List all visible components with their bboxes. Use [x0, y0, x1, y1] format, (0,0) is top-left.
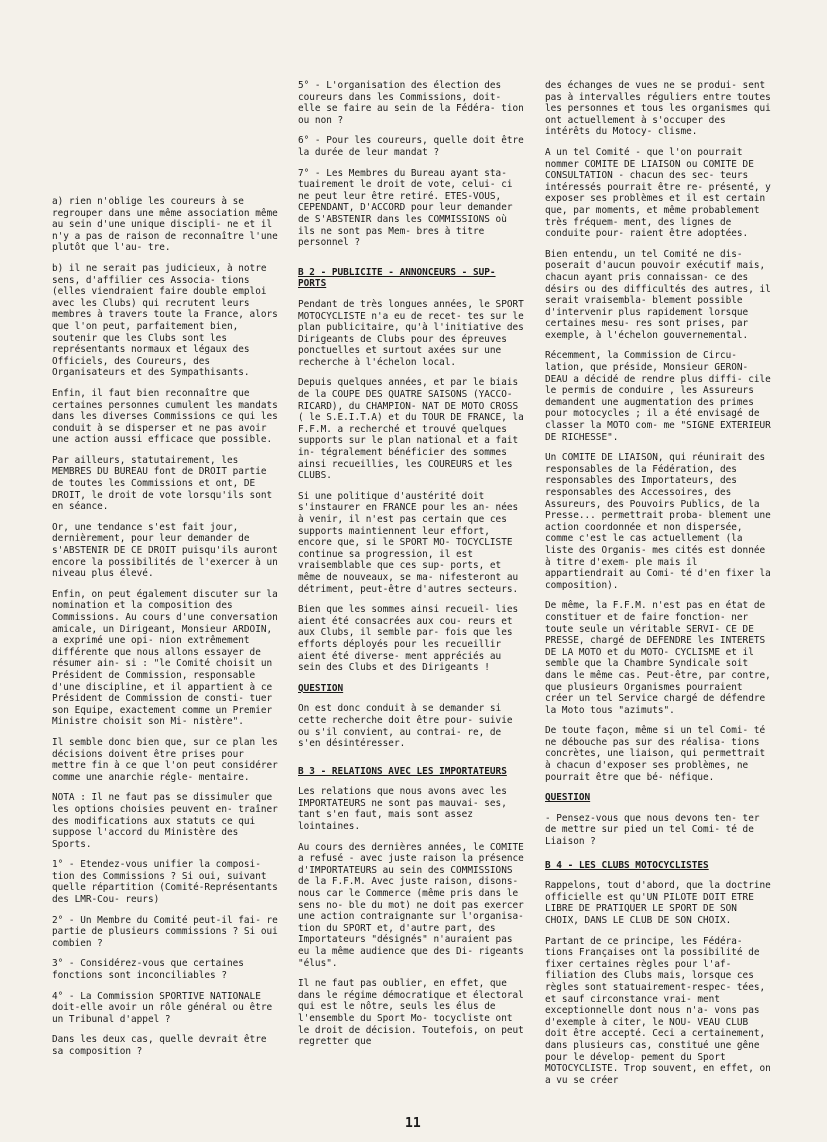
- question-item: 2° - Un Membre du Comité peut-il fai- re partie de plusieurs commissions ? Si oui combien ?: [52, 914, 278, 949]
- question-item: Dans les deux cas, quelle devrait être sa composition ?: [52, 1034, 267, 1057]
- paragraph: On est donc conduit à se demander si cette recherche doit être pour- suivie ou s'il convient, au contrai- re, de s'en désintéresser.: [298, 703, 513, 750]
- paragraph: Pendant de très longues années, le SPORT MOTOCYCLISTE n'a eu de recet- tes sur le plan publicitaire, qu'à l'initiative des Dirigeants de Clubs pour des épreuves ponctuelles et surtout axées sur une recherche à l'échelon local.: [298, 298, 524, 368]
- paragraph: - Pensez-vous que nous devons ten- ter de mettre sur pied un tel Comi- té de Liaison ?: [545, 812, 760, 848]
- column-right: [545, 80, 773, 1095]
- paragraph: Au cours des dernières années, le COMITE a refusé - avec juste raison la présence d'IMPORTATEURS au sein des COMMISSIONS de la F.F.M. Avec juste raison, disons-nous car le Commerce (même pris dans le sens no- ble du mot) ne doit pas exercer une action contraignante sur l'organisa- tion du SPORT et, d'autre part, des Importateurs "désignés" n'auraient pas eu la même audience que des Di- rigeants "élus".: [298, 841, 524, 969]
- paragraph: Par ailleurs, statutairement, les MEMBRES DU BUREAU font de DROIT partie de toutes les Commissions et ont, DE DROIT, le droit de vote lorsqu'ils sont en séance.: [52, 454, 273, 513]
- paragraph: Un COMITE DE LIAISON, qui réunirait des responsables de la Fédération, des responsables des Importateurs, des responsables des Accessoires, des Assureurs, des Pouvoirs Publics, de la Presse... permettrait proba- blement une action coordonnée et non dispersée, comme c'est le cas actuellement (la liste des Organis- mes cités est donnée à titre d'exem- ple mais il appartiendrait au Comi- té d'en fixer la composition).: [545, 452, 771, 591]
- paragraph: Si une politique d'austérité doit s'instaurer en FRANCE pour les an- nées à venir, il n'est pas certain que ces supports maintiennent leur effort, encore que, si le SPORT MO- TOCYCLISTE continue sa progression, il est vraisemblable que ces sup- ports, et même de nouveaux, se ma- nifesteront au détriment, peut-être d'autres secteurs.: [298, 490, 519, 595]
- nota-paragraph: NOTA : Il ne faut pas se dissimuler que les options choisies peuvent en- traîner des modifications aux statuts ce qui suppose l'accord du Ministère des Sports.: [52, 792, 278, 850]
- section-heading-b4: B 4 - LES CLUBS MOTOCYCLISTES: [545, 859, 709, 871]
- paragraph: Depuis quelques années, et par le biais de la COUPE DES QUATRE SAISONS (YACCO-RICARD), du CHAMPION- NAT DE MOTO CROSS ( le S.E.I.T.A) et du TOUR DE FRANCE, la F.F.M. a recherché et trouvé quelques supports sur le plan national et a fait in- tégralement bénéficier des sommes ainsi recueillies, les COUREURS et les CLUBS.: [298, 377, 524, 482]
- section-heading-b3: B 3 - RELATIONS AVEC LES IMPORTATEURS: [298, 765, 507, 777]
- paragraph: Enfin, on peut également discuter sur la nomination et la composition des Commissions. Au cours d'une conversation amicale, un Dirigeant, Monsieur ARDOIN, a exprimé une opi- nion extrêmement différente que nous allons essayer de résumer ain- si : "le Comité choisit un Président de Commission, responsable d'une discipline, et il appartient à ce Président de Commission de consti- tuer son Equipe, exactement comme un Premier Ministre choisit son Mi- nistère".: [52, 588, 278, 728]
- question-item: 7° - Les Membres du Bureau ayant sta- tuairement le droit de vote, celui- ci ne peut leur être retiré. ETES-VOUS, CEPENDANT, D'ACCORD pour leur demander de S'ABSTENIR dans les COMMISSIONS où ils ne sont pas Mem- bres à titre personnel ?: [298, 167, 513, 249]
- column-left: [52, 196, 280, 1067]
- paragraph: A un tel Comité - que l'on pourrait nommer COMITE DE LIAISON ou COMITE DE CONSULTATION - chacun des sec- teurs intéressés pourrait être re- présenté, y exposer ses problèmes et il est certain que, par moments, et même probablement très fréquem- ment, des lignes de conduite pour- raient être adoptées.: [545, 146, 771, 240]
- paragraph: Récemment, la Commission de Circu- lation, que préside, Monsieur GERON- DEAU a décidé de rendre plus diffi- cile le permis de conduire , les Assureurs demandent une augmentation des primes pour motocycles ; il a été envisagé de classer la MOTO com- me "SIGNE EXTERIEUR DE RICHESSE".: [545, 350, 771, 443]
- column-middle: [298, 80, 526, 1057]
- paragraph: des échanges de vues ne se produi- sent pas à intervalles réguliers entre toutes les personnes et tous les organismes qui ont actuellement à s'occuper des intérêts du Motocy- clisme.: [545, 80, 771, 138]
- paragraph: Partant de ce principe, les Fédéra- tions Françaises ont la possibilité de fixer certaines règles pour l'af- filiation des Clubs mais, lorsque ces règles sont statuairement-respec- tées, et sauf circonstance vrai- ment exceptionnelle dont nous n'a- vons pas d'exemple à citer, le NOU- VEAU CLUB doit être accepté. Ceci a certainement, dans plusieurs cas, constitué une gêne pour le dévelop- pement du Sport MOTOCYCLISTE. Trop souvent, en effet, on a vu se créer: [545, 935, 771, 1086]
- question-item: 6° - Pour les coureurs, quelle doit être la durée de leur mandat ?: [298, 135, 524, 158]
- paragraph: Or, une tendance s'est fait jour, dernièrement, pour leur demander de s'ABSTENIR DE CE DROIT puisqu'ils auront encore la possibilités de l'exercer à un niveau plus élevé.: [52, 521, 278, 580]
- section-heading-b2: B 2 - PUBLICITE - ANNONCEURS - SUP- PORTS: [298, 266, 496, 290]
- paragraph: Enfin, il faut bien reconnaître que certaines personnes cumulent les mandats dans les diverses Commissions ce qui les conduit à se disperser et ne pas avoir une action aussi efficace que possible.: [52, 387, 278, 446]
- question-item: 5° - L'organisation des élection des coureurs dans les Commissions, doit- elle se faire au sein de la Fédéra- tion ou non ?: [298, 80, 524, 126]
- question-item: 3° - Considérez-vous que certaines fonctions sont inconciliables ?: [52, 958, 244, 982]
- paragraph: Bien que les sommes ainsi recueil- lies aient été consacrées aux cou- reurs et aux Clubs, il semble par- fois que les efforts déployés pour les recueillir aient été diverse- ment appréciés au sein des Clubs et des Dirigeants !: [298, 604, 519, 674]
- question-heading: QUESTION: [298, 682, 344, 694]
- paragraph: Il ne faut pas oublier, en effet, que dans le régime démocratique et électoral qui est le nôtre, seuls les élus de l'ensemble du Sport Mo- tocycliste ont le droit de décision. Toutefois, on peut regretter que: [298, 978, 524, 1048]
- paragraph: b) il ne serait pas judicieux, à notre sens, d'affilier ces Associa- tions (elles viendraient faire double emploi avec les Clubs) qui recrutent leurs membres à travers toute la France, alors que l'on peut, parfaitement bien, soutenir que les Clubs sont les représentants normaux et légaux des Officiels, des Coureurs, des Organisateurs et des Sympathisants.: [52, 262, 278, 379]
- question-item: 4° - La Commission SPORTIVE NATIONALE doit-elle avoir un rôle général ou être un Tribunal d'appel ?: [52, 990, 273, 1025]
- paragraph: Bien entendu, un tel Comité ne dis- poserait d'aucun pouvoir exécutif mais, chacun ayant pris connaissan- ce des désirs ou des difficultés des autres, il serait vraisembla- blement possible d'intervenir plus rapidement lorsque certaines mesu- res sont prises, par exemple, à l'échelon gouvernemental.: [545, 248, 771, 341]
- question-item: 1° - Etendez-vous unifier la composi- tion des Commissions ? Si oui, suivant quelle répartition (Comité-Représentants des LMR-Cou- reurs): [52, 859, 278, 906]
- paragraph: Il semble donc bien que, sur ce plan les décisions doivent être prises pour mettre fin à ce que l'on peut considérer comme une anarchie régle- mentaire.: [52, 736, 278, 783]
- paragraph: a) rien n'oblige les coureurs à se regrouper dans une même association même au sein d'une unique discipli- ne et il n'y a pas de raison de reconnaître l'une plutôt que l'au- tre.: [52, 196, 278, 254]
- paragraph: De même, la F.F.M. n'est pas en état de constituer et de faire fonction- ner toute seule un véritable SERVI- CE DE PRESSE, chargé de DEFENDRE les INTERETS DE LA MOTO et du MOTO- CYCLISME et il semble que la Chambre Syndicale soit dans le même cas. Peut-être, par contre, que plusieurs Organismes pourraient créer un tel Service chargé de défendre la Moto tous "azimuts".: [545, 600, 771, 716]
- paragraph: Rappelons, tout d'abord, que la doctrine officielle est qu'UN PILOTE DOIT ETRE LIBRE DE PRATIQUER LE SPORT DE SON CHOIX, DANS LE CLUB DE SON CHOIX.: [545, 880, 771, 926]
- paragraph: Les relations que nous avons avec les IMPORTATEURS ne sont pas mauvai- ses, tant s'en faut, mais sont assez lointaines.: [298, 786, 507, 833]
- page-number: 11: [405, 1116, 421, 1131]
- question-heading: QUESTION: [545, 792, 591, 804]
- paragraph: De toute façon, même si un tel Comi- té ne débouche pas sur des réalisa- tions concrètes, une liaison, qui permettrait à chacun d'exposer ses problèmes, ne pourrait être que bé- néfique.: [545, 725, 766, 783]
